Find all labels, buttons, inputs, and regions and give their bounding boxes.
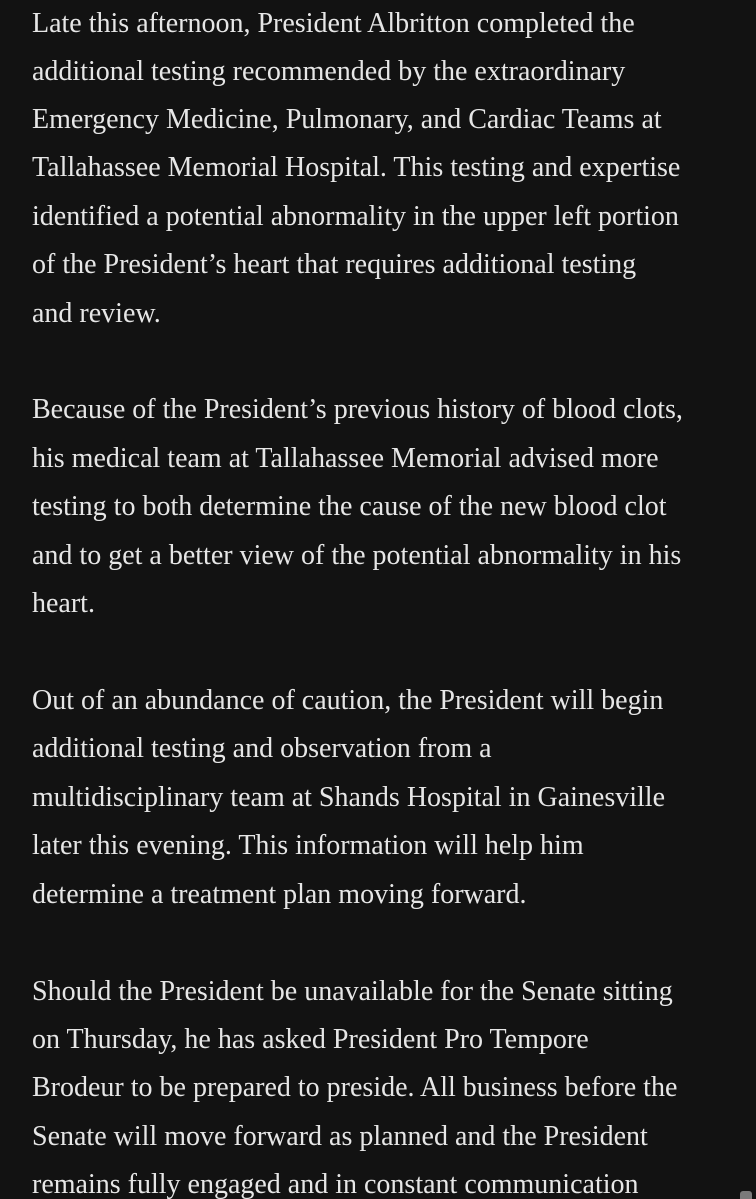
paragraph-1-line-3: Emergency Medicine, Pulmonary, and Cardiac Teams at	[32, 104, 662, 135]
paragraph-2-line-5: heart.	[32, 588, 95, 619]
paragraph-2-line-4: and to get a better view of the potential abnormality in his	[32, 540, 682, 571]
paragraph-2-line-2: his medical team at Tallahassee Memorial advised more	[32, 443, 659, 474]
paragraph-1-line-1: Late this afternoon, President Albritton completed the	[32, 8, 635, 39]
scroll-indicator[interactable]	[740, 1191, 752, 1199]
paragraph-3-line-1: Out of an abundance of caution, the President will begin	[32, 685, 664, 716]
paragraph-1-line-4: Tallahassee Memorial Hospital. This testing and expertise	[32, 152, 681, 183]
paragraph-1-line-5: identified a potential abnormality in the upper left portion	[32, 201, 679, 232]
paragraph-4-line-1: Should the President be unavailable for the Senate sitting	[32, 976, 673, 1007]
paragraph-4-line-4: Senate will move forward as planned and the President	[32, 1121, 648, 1152]
paragraph-1-line-6: of the President’s heart that requires additional testing	[32, 249, 637, 280]
paragraph-2-line-3: testing to both determine the cause of the new blood clot	[32, 491, 667, 522]
paragraph-1-line-2: additional testing recommended by the extraordinary	[32, 56, 626, 87]
paragraph-3-line-4: later this evening. This information will help him	[32, 830, 584, 861]
paragraph-4-line-5: remains fully engaged and in constant communication	[32, 1169, 639, 1199]
paragraph-3-line-3: multidisciplinary team at Shands Hospital in Gainesville	[32, 782, 666, 813]
paragraph-2-line-1: Because of the President’s previous history of blood clots,	[32, 394, 683, 425]
paragraph-4-line-3: Brodeur to be prepared to preside. All business before the	[32, 1072, 678, 1103]
paragraph-3-line-5: determine a treatment plan moving forward.	[32, 879, 527, 910]
paragraph-1-line-7: and review.	[32, 298, 161, 329]
paragraph-4-line-2: on Thursday, he has asked President Pro Tempore	[32, 1024, 589, 1055]
paragraph-3-line-2: additional testing and observation from a	[32, 733, 492, 764]
